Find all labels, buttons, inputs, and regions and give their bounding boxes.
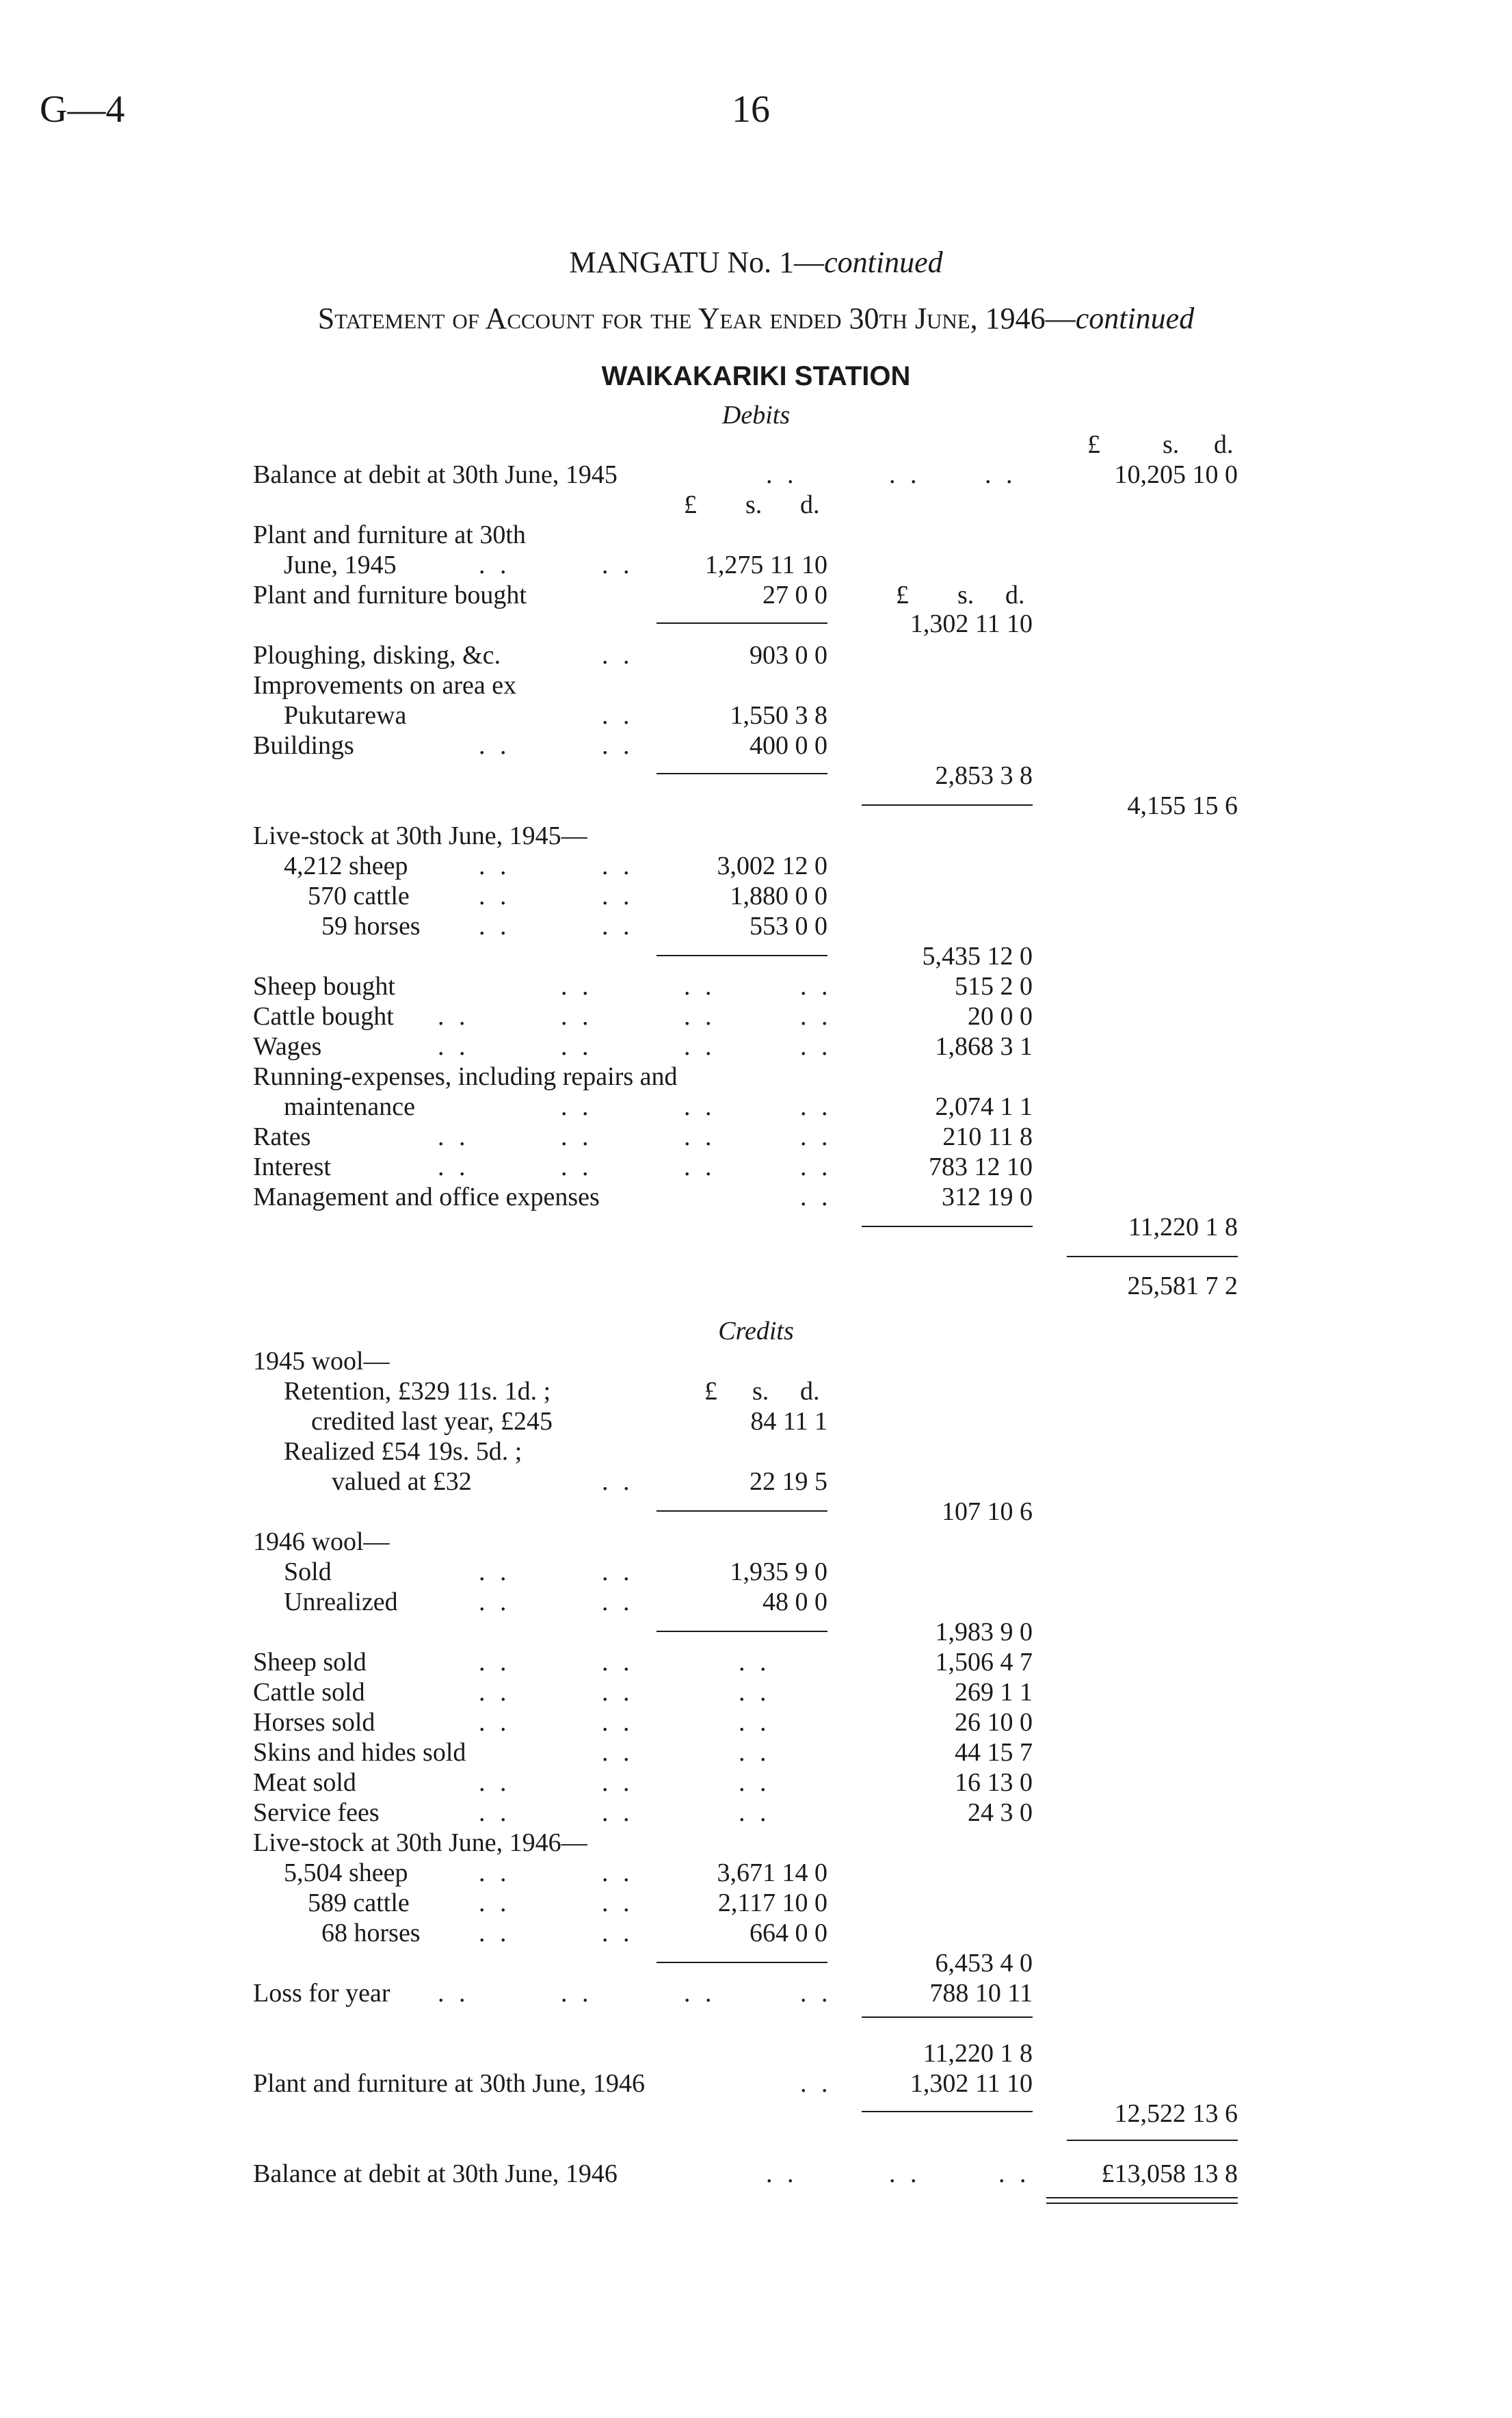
closing-balance-amount: £13,058 13 8 (1101, 2159, 1238, 2188)
col1-pound-header: £ (684, 490, 697, 519)
dot-leader: . . (602, 1588, 634, 1616)
skins-sold-amount: 44 15 7 (955, 1738, 1033, 1767)
rule (656, 622, 827, 624)
management-label: Management and office expenses (253, 1183, 600, 1211)
retention-label1: Retention, £329 11s. 1d. ; (284, 1377, 551, 1406)
credits-total: 12,522 13 6 (1114, 2099, 1238, 2128)
buildings-amount: 400 0 0 (750, 731, 827, 760)
rates-amount: 210 11 8 (942, 1122, 1033, 1151)
rule (862, 1226, 1033, 1227)
dot-leader: . . (739, 1648, 771, 1677)
realized-amount: 22 19 5 (750, 1467, 827, 1496)
dot-leader: . . (561, 1002, 593, 1031)
dot-leader: . . (739, 1678, 771, 1707)
rule (656, 955, 827, 956)
wages-label: Wages (253, 1032, 322, 1061)
col3-pound-header: £ (1087, 430, 1100, 459)
livestock-1945-horses-amount: 553 0 0 (750, 912, 827, 941)
dot-leader: . . (684, 1002, 716, 1031)
dot-leader: . . (766, 460, 798, 489)
rates-label: Rates (253, 1122, 311, 1151)
dot-leader: . . (998, 2159, 1031, 2188)
loss-label: Loss for year (253, 1979, 390, 2008)
dot-leader: . . (561, 1153, 593, 1181)
sheep-sold-label: Sheep sold (253, 1648, 367, 1677)
col1-d-header: d. (800, 490, 820, 519)
dot-leader: . . (800, 1122, 832, 1151)
rule (862, 2111, 1033, 2112)
col2-d-header: d. (1005, 581, 1025, 609)
credits-label: Credits (718, 1317, 794, 1345)
dot-leader: . . (602, 641, 634, 670)
dot-leader: . . (479, 1678, 511, 1707)
horses-sold-label: Horses sold (253, 1708, 375, 1737)
livestock-1946-total: 6,453 4 0 (935, 1949, 1033, 1977)
col1-pound-header-credits: £ (704, 1377, 717, 1406)
dot-leader: . . (479, 1798, 511, 1827)
livestock-1945-cattle-amount: 1,880 0 0 (730, 882, 827, 910)
wool-unrealized-label: Unrealized (284, 1588, 398, 1616)
horses-sold-amount: 26 10 0 (955, 1708, 1033, 1737)
dot-leader: . . (985, 460, 1017, 489)
dot-leader: . . (684, 1979, 716, 2008)
double-rule-bottom (1046, 2203, 1238, 2204)
opening-balance-amount: 10,205 10 0 (1114, 460, 1238, 489)
debits-label: Debits (721, 401, 791, 430)
dot-leader: . . (602, 1467, 634, 1496)
dot-leader: . . (602, 1889, 634, 1917)
service-fees-amount: 24 3 0 (968, 1798, 1033, 1827)
dot-leader: . . (602, 912, 634, 941)
col1-s-header-credits: s. (752, 1377, 769, 1406)
debits-grand-total: 25,581 7 2 (1127, 1272, 1238, 1300)
dot-leader: . . (561, 1092, 593, 1121)
expenses-total: 11,220 1 8 (1128, 1213, 1238, 1241)
wool-unrealized-amount: 48 0 0 (762, 1588, 827, 1616)
plant-1945-label2: June, 1945 (284, 551, 397, 579)
running-expenses-amount: 2,074 1 1 (935, 1092, 1033, 1121)
management-amount: 312 19 0 (942, 1183, 1033, 1211)
dot-leader: . . (739, 1768, 771, 1797)
works-total: 2,853 3 8 (935, 761, 1033, 790)
heading-line2: Statement of Account for the Year ended 30th June, 1946—continued (317, 302, 1195, 335)
col1-d-header-credits: d. (800, 1377, 820, 1406)
opening-balance-label: Balance at debit at 30th June, 1945 (253, 460, 618, 489)
rule (1067, 2140, 1238, 2141)
rule (862, 2016, 1033, 2018)
rule (1067, 1256, 1238, 1257)
dot-leader: . . (739, 1708, 771, 1737)
dot-leader: . . (561, 1979, 593, 2008)
dot-leader: . . (684, 972, 716, 1001)
dot-leader: . . (800, 1092, 832, 1121)
rule (656, 773, 827, 774)
dot-leader: . . (602, 852, 634, 880)
closing-balance-label: Balance at debit at 30th June, 1946 (253, 2159, 618, 2188)
heading-line1: MANGATU No. 1—continued (569, 246, 943, 279)
wages-amount: 1,868 3 1 (935, 1032, 1033, 1061)
livestock-1945-sheep-label: 4,212 sheep (284, 852, 408, 880)
page-series: G—4 (40, 88, 125, 131)
rule (656, 1510, 827, 1512)
dot-leader: . . (739, 1738, 771, 1767)
wool-1945-total: 107 10 6 (942, 1497, 1033, 1526)
dot-leader: . . (684, 1122, 716, 1151)
col3-s-header: s. (1163, 430, 1180, 459)
ploughing-amount: 903 0 0 (750, 641, 827, 670)
livestock-1946-sheep-label: 5,504 sheep (284, 1858, 408, 1887)
dot-leader: . . (479, 1889, 511, 1917)
col2-pound-header: £ (896, 581, 909, 609)
dot-leader: . . (602, 731, 634, 760)
improvements-label1: Improvements on area ex (253, 671, 517, 700)
livestock-1946-horses-label: 68 horses (321, 1919, 421, 1947)
dot-leader: . . (800, 1979, 832, 2008)
dot-leader: . . (684, 1092, 716, 1121)
interest-label: Interest (253, 1153, 331, 1181)
livestock-1945-cattle-label: 570 cattle (308, 882, 410, 910)
dot-leader: . . (889, 460, 921, 489)
dot-leader: . . (602, 1558, 634, 1586)
dot-leader: . . (602, 1678, 634, 1707)
dot-leader: . . (479, 882, 511, 910)
wool-1945-heading: 1945 wool— (253, 1347, 390, 1376)
livestock-1946-cattle-amount: 2,117 10 0 (717, 1889, 827, 1917)
cattle-bought-label: Cattle bought (253, 1002, 394, 1031)
plant-1946-label: Plant and furniture at 30th June, 1946 (253, 2069, 646, 2098)
skins-sold-label: Skins and hides sold (253, 1738, 466, 1767)
dot-leader: . . (561, 972, 593, 1001)
interest-amount: 783 12 10 (929, 1153, 1033, 1181)
running-expenses-label2: maintenance (284, 1092, 416, 1121)
meat-sold-amount: 16 13 0 (955, 1768, 1033, 1797)
dot-leader: . . (561, 1032, 593, 1061)
double-rule-top (1046, 2197, 1238, 2198)
realized-label2: valued at £32 (332, 1467, 472, 1496)
dot-leader: . . (602, 701, 634, 730)
livestock-1946-sheep-amount: 3,671 14 0 (717, 1858, 827, 1887)
plant-1945-amount: 1,275 11 10 (704, 551, 827, 579)
rule (656, 1631, 827, 1632)
dot-leader: . . (479, 551, 511, 579)
dot-leader: . . (438, 1032, 470, 1061)
dot-leader: . . (766, 2159, 798, 2188)
dot-leader: . . (889, 2159, 921, 2188)
wool-sold-amount: 1,935 9 0 (730, 1558, 827, 1586)
sheep-sold-amount: 1,506 4 7 (935, 1648, 1033, 1677)
dot-leader: . . (479, 1558, 511, 1586)
wool-sold-label: Sold (284, 1558, 332, 1586)
dot-leader: . . (739, 1798, 771, 1827)
dot-leader: . . (479, 852, 511, 880)
sheep-bought-label: Sheep bought (253, 972, 395, 1001)
dot-leader: . . (479, 1648, 511, 1677)
dot-leader: . . (602, 1768, 634, 1797)
credits-subtotal: 11,220 1 8 (923, 2039, 1033, 2068)
sheep-bought-amount: 515 2 0 (955, 972, 1033, 1001)
rule (862, 804, 1033, 806)
livestock-1945-horses-label: 59 horses (321, 912, 421, 941)
dot-leader: . . (479, 1708, 511, 1737)
plant-bought-amount: 27 0 0 (762, 581, 827, 609)
running-expenses-label1: Running-expenses, including repairs and (253, 1062, 678, 1091)
dot-leader: . . (800, 972, 832, 1001)
realized-label1: Realized £54 19s. 5d. ; (284, 1437, 522, 1466)
dot-leader: . . (438, 1979, 470, 2008)
retention-amount: 84 11 1 (750, 1407, 827, 1436)
dot-leader: . . (602, 882, 634, 910)
livestock-1946-horses-amount: 664 0 0 (750, 1919, 827, 1947)
dot-leader: . . (479, 912, 511, 941)
dot-leader: . . (602, 1798, 634, 1827)
livestock-1945-sheep-amount: 3,002 12 0 (717, 852, 827, 880)
dot-leader: . . (438, 1122, 470, 1151)
dot-leader: . . (561, 1122, 593, 1151)
dot-leader: . . (800, 1002, 832, 1031)
meat-sold-label: Meat sold (253, 1768, 356, 1797)
ploughing-label: Ploughing, disking, &c. (253, 641, 501, 670)
dot-leader: . . (602, 1738, 634, 1767)
dot-leader: . . (800, 1032, 832, 1061)
dot-leader: . . (800, 2069, 832, 2098)
livestock-1945-total: 5,435 12 0 (922, 942, 1033, 971)
buildings-label: Buildings (253, 731, 354, 760)
dot-leader: . . (438, 1153, 470, 1181)
dot-leader: . . (479, 1858, 511, 1887)
dot-leader: . . (602, 1708, 634, 1737)
loss-amount: 788 10 11 (929, 1979, 1033, 2008)
dot-leader: . . (684, 1153, 716, 1181)
rule (656, 1962, 827, 1963)
dot-leader: . . (479, 1919, 511, 1947)
plant-total: 1,302 11 10 (910, 609, 1033, 638)
dot-leader: . . (684, 1032, 716, 1061)
improvements-label2: Pukutarewa (284, 701, 407, 730)
livestock-1945-heading: Live-stock at 30th June, 1945— (253, 822, 587, 850)
cattle-sold-amount: 269 1 1 (955, 1678, 1033, 1707)
plant-1945-label1: Plant and furniture at 30th (253, 521, 526, 549)
dot-leader: . . (602, 1858, 634, 1887)
dot-leader: . . (479, 731, 511, 760)
station-title: WAIKAKARIKI STATION (601, 361, 911, 391)
improvements-amount: 1,550 3 8 (730, 701, 827, 730)
dot-leader: . . (602, 1648, 634, 1677)
dot-leader: . . (479, 1768, 511, 1797)
dot-leader: . . (602, 551, 634, 579)
dot-leader: . . (479, 1588, 511, 1616)
dot-leader: . . (800, 1183, 832, 1211)
dot-leader: . . (602, 1919, 634, 1947)
wool-1946-heading: 1946 wool— (253, 1527, 390, 1556)
col2-s-header: s. (957, 581, 974, 609)
livestock-1946-cattle-label: 589 cattle (308, 1889, 410, 1917)
wool-1946-total: 1,983 9 0 (935, 1618, 1033, 1646)
page-number: 16 (732, 88, 770, 131)
plant-bought-label: Plant and furniture bought (253, 581, 527, 609)
livestock-1946-heading: Live-stock at 30th June, 1946— (253, 1828, 587, 1857)
dot-leader: . . (438, 1002, 470, 1031)
col3-d-header: d. (1214, 430, 1234, 459)
col1-s-header: s. (745, 490, 762, 519)
service-fees-label: Service fees (253, 1798, 380, 1827)
retention-label2: credited last year, £245 (311, 1407, 553, 1436)
plant-1946-amount: 1,302 11 10 (910, 2069, 1033, 2098)
dot-leader: . . (800, 1153, 832, 1181)
capital-total: 4,155 15 6 (1127, 791, 1238, 820)
cattle-bought-amount: 20 0 0 (968, 1002, 1033, 1031)
cattle-sold-label: Cattle sold (253, 1678, 365, 1707)
